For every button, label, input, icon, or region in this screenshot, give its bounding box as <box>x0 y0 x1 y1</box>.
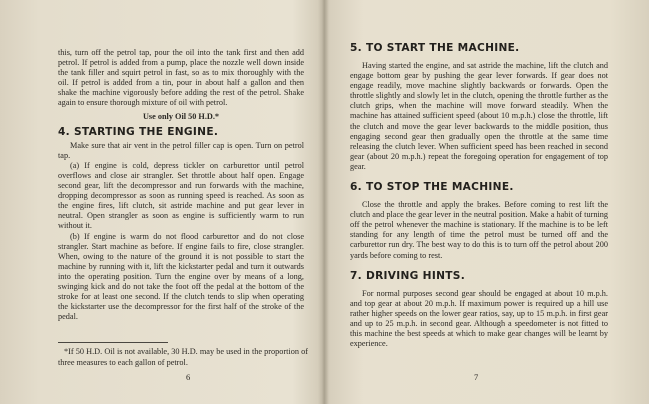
page-number-right: 7 <box>474 372 479 382</box>
page-right <box>325 0 649 404</box>
page-number-left: 6 <box>186 372 191 382</box>
section-7-heading: 7. DRIVING HINTS. <box>350 269 466 282</box>
footnote-text: *If 50 H.D. Oil is not available, 30 H.D. may be used in the proportion of three measures to each gallon of petrol. <box>58 347 308 367</box>
footnote <box>58 346 308 368</box>
section-6-heading: 6. TO STOP THE MACHINE. <box>350 181 514 194</box>
section-7 <box>350 270 608 350</box>
section-6-paragraph: Close the throttle and apply the brakes. Before coming to rest lift the clutch and place the gear lever in the neutral position. Make a habit of turning off the petrol whenever the machine is stationary. If the machine is to be left standing for any length of time the petrol must be turned off and the carburettor run dry. The best way to do this is to turn off the petrol about 200 yards before coming to rest. <box>350 200 608 260</box>
section-5-heading: 5. TO START THE MACHINE. <box>350 42 520 54</box>
section-4-paragraph-3: (b) If engine is warm do not flood carburettor and do not close strangler. Start machine as before. If engine fails to fire, close strangler. When, owing to the nature of the ground it is not possible to start the machine by running with it, lift the kickstarter pedal and turn it outwards into the operating position. Turn the engine over by means of a long, swinging kick and do not take the foot off the pedal at the bottom of the stroke for at least one second. If the clutch tends to slip when operating the kickstarter use the decompressor for the first half of the stroke of the pedal. <box>58 231 304 322</box>
section-4-heading: 4. STARTING THE ENGINE. <box>58 125 219 138</box>
section-5 <box>350 42 608 172</box>
left-column <box>58 48 304 322</box>
right-column <box>350 42 608 358</box>
page-left <box>0 0 322 404</box>
footnote-rule <box>58 342 168 343</box>
oil-note: Use only Oil 50 H.D.* <box>142 111 220 121</box>
section-7-paragraph: For normal purposes second gear should be engaged at about 10 m.p.h. and top gear at about 20 m.p.h. If maximum power is required up a hill use rather higher speeds on the lower gear ratios, say, up to 15 m.p.h. in first gear and up to 25 m.p.h. in second gear. Although a speedometer is not fitted to this machine the best speeds at which to make gear changes will be learnt by experience. <box>350 288 608 349</box>
section-6 <box>350 181 608 261</box>
section-5-paragraph: Having started the engine, and sat astride the machine, lift the clutch and engage bottom gear by pushing the gear lever forwards. If gear does not engage readily, move machine slightly backwards or forwards. Open the throttle slightly and slowly let in the clutch, opening the throttle further as the clutch grips, when the machine will move forward steadily. When the machine has attained sufficient speed (about 10 m.p.h.) close the throttle, lift the clutch and move the gear lever backwards to the middle position, thus engaging second gear then gradually open the throttle at the same time releasing the clutch lever. When sufficient speed has been reached in second gear (about 20 m.p.h.) repeat the foregoing operation for engagement of top gear. <box>350 61 608 171</box>
section-4-paragraph-2: (a) If engine is cold, depress tickler on carburettor until petrol overflows and close air strangler. Set throttle about half open. Engage second gear, lift the decompressor and run forwards with the machine, dropping decompressor as soon as running speed is reached. As soon as the engine fires, lift clutch, sit astride machine and put gear lever in neutral. Open strangler as soon as engine is sufficiently warm to run without it. <box>58 160 304 231</box>
section-4-paragraph-1: Make sure that air vent in the petrol filler cap is open. Turn on petrol tap. <box>58 140 304 160</box>
intro-paragraph: this, turn off the petrol tap, pour the oil into the tank first and then add petrol. If petrol is added from a pump, place the nozzle well down inside the tank filler and squirt petrol in fast, so as to mix thoroughly with the oil. If petrol is added from a tin, pour in about half a gallon and then shake the machine vigorously before adding the rest of the petrol. Shake again to ensure thorough mixture of oil with petrol. <box>58 48 304 108</box>
